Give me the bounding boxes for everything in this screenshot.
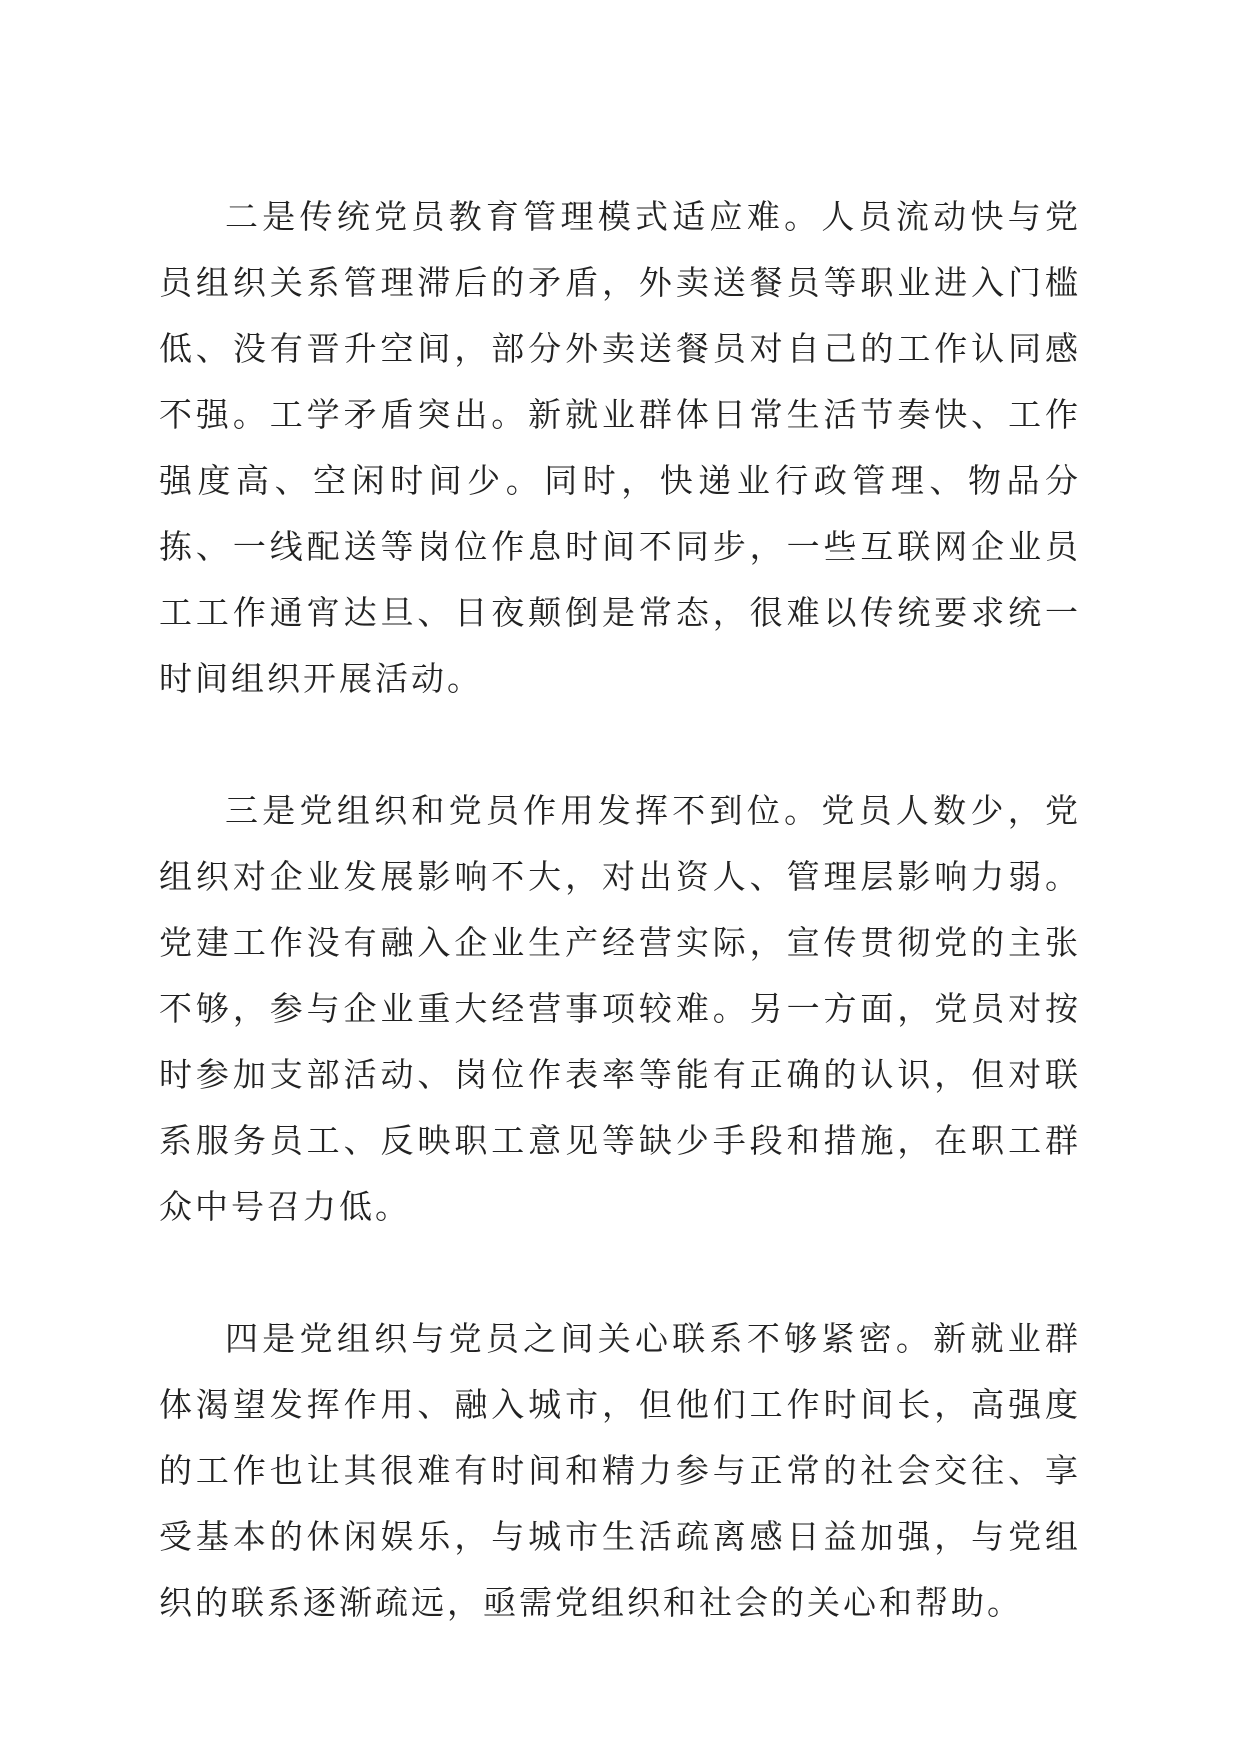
paragraph-3: 三是党组织和党员作用发挥不到位。党员人数少，党组织对企业发展影响不大，对出资人、管理层影响力弱。党建工作没有融入企业生产经营实际，宣传贯彻党的主张不够，参与企业重大经营事项较难。另一方面，党员对按时参加支部活动、岗位作表率等能有正确的认识，但对联系服务员工、反映职工意见等缺少手段和措施，在职工群众中号召力低。	[159, 791, 1081, 1226]
document-body	[159, 184, 1081, 1636]
paragraph-2: 二是传统党员教育管理模式适应难。人员流动快与党员组织关系管理滞后的矛盾，外卖送餐员等职业进入门槛低、没有晋升空间，部分外卖送餐员对自己的工作认同感不强。工学矛盾突出。新就业群体日常生活节奏快、工作强度高、空闲时间少。同时，快递业行政管理、物品分拣、一线配送等岗位作息时间不同步，一些互联网企业员工工作通宵达旦、日夜颠倒是常态，很难以传统要求统一时间组织开展活动。	[159, 197, 1081, 698]
paragraph-4: 四是党组织与党员之间关心联系不够紧密。新就业群体渴望发挥作用、融入城市，但他们工作时间长，高强度的工作也让其很难有时间和精力参与正常的社会交往、享受基本的休闲娱乐，与城市生活疏离感日益加强，与党组织的联系逐渐疏远，亟需党组织和社会的关心和帮助。	[159, 1319, 1081, 1622]
